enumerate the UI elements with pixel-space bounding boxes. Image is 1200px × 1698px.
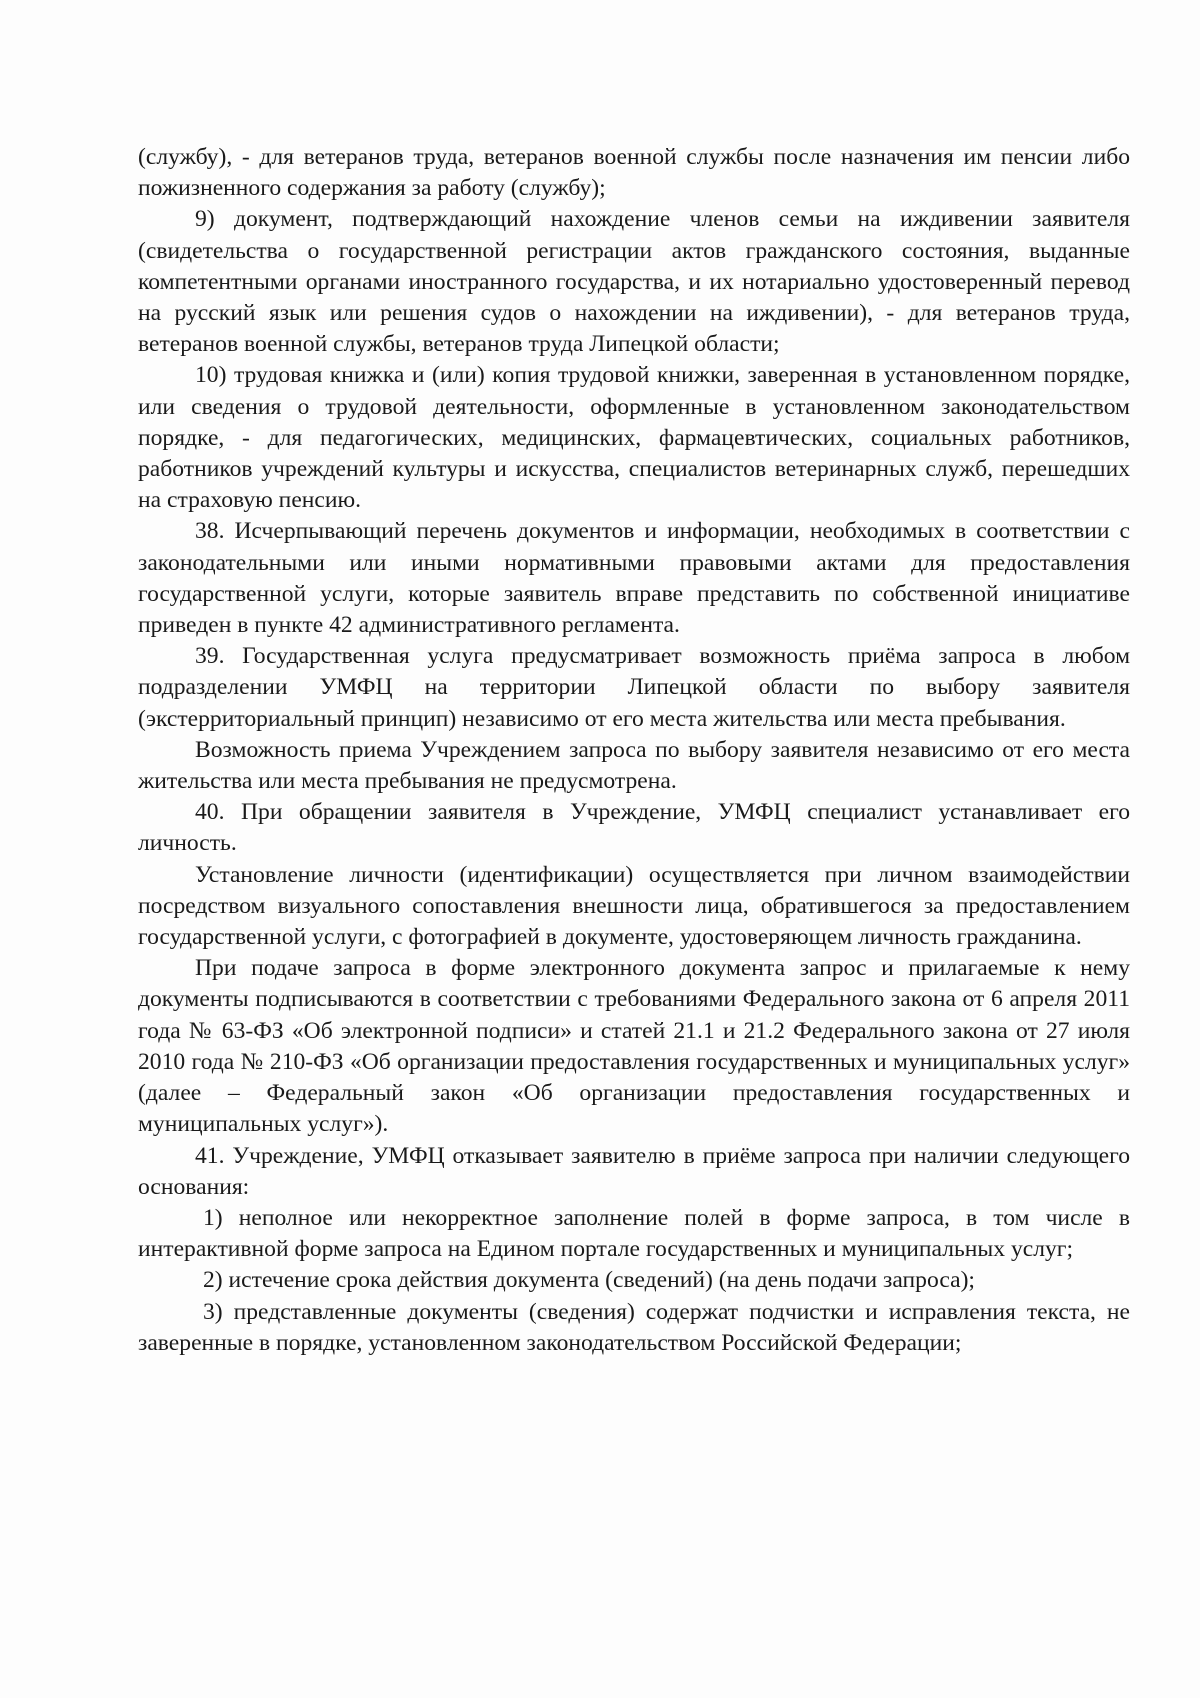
document-body bbox=[138, 142, 1130, 1359]
paragraph-item-10: 10) трудовая книжка и (или) копия трудовой книжки, заверенная в установленном порядке, или сведения о трудовой деятельности, оформленные в установленном законодательством порядке, - для педагогических, медицинских, фармацевтических, социальных работников, работников учреждений культуры и искусства, специалистов ветеринарных служб, перешедших на страховую пенсию. bbox=[138, 362, 1130, 514]
paragraph-continuation: (службу), - для ветеранов труда, ветеранов военной службы после назначения им пенсии либо пожизненного содержания за работу (службу); bbox=[138, 144, 1130, 202]
paragraph-reason-1: 1) неполное или некорректное заполнение полей в форме запроса, в том числе в интерактивной форме запроса на Едином портале государственных и муниципальных услуг; bbox=[138, 1204, 1130, 1263]
paragraph-electronic-signature: При подаче запроса в форме электронного документа запрос и прилагаемые к нему документы подписываются в соответствии с требованиями Федерального закона от 6 апреля 2011 года № 63-ФЗ «Об электронной подписи» и статей 21.1 и 21.2 Федерального закона от 27 июля 2010 года № 210-ФЗ «Об организации предоставления государственных и муниципальных услуг» (далее – Федеральный закон «Об организации предоставления государственных и муниципальных услуг»). bbox=[138, 955, 1130, 1138]
paragraph-clause-39-note: Возможность приема Учреждением запроса по выбору заявителя независимо от его места жительства или места пребывания не предусмотрена. bbox=[138, 736, 1130, 795]
paragraph-clause-40: 40. При обращении заявителя в Учреждение, УМФЦ специалист устанавливает его личность. bbox=[138, 799, 1130, 857]
paragraph-reason-3: 3) представленные документы (сведения) содержат подчистки и исправления текста, не заверенные в порядке, установленном законодательством Российской Федерации; bbox=[138, 1298, 1130, 1356]
paragraph-clause-38: 38. Исчерпывающий перечень документов и информации, необходимых в соответствии с законодательными или иными нормативными правовыми актами для предоставления государственной услуги, которые заявитель вправе представить по собственной инициативе приведен в пункте 42 административного регламента. bbox=[138, 518, 1130, 639]
paragraph-item-9: 9) документ, подтверждающий нахождение членов семьи на иждивении заявителя (свидетельства о государственной регистрации актов гражданского состояния, выданные компетентными органами иностранного государства, и их нотариально удостоверенный перевод на русский язык или решения судов о нахождении на иждивении), - для ветеранов труда, ветеранов военной службы, ветеранов труда Липецкой области; bbox=[138, 206, 1130, 358]
paragraph-reason-2: 2) истечение срока действия документа (сведений) (на день подачи запроса); bbox=[203, 1267, 975, 1294]
paragraph-clause-41: 41. Учреждение, УМФЦ отказывает заявителю в приёме запроса при наличии следующего основания: bbox=[138, 1142, 1130, 1200]
paragraph-clause-39: 39. Государственная услуга предусматривает возможность приёма запроса в любом подразделении УМФЦ на территории Липецкой области по выбору заявителя (экстерриториальный принцип) независимо от его места жительства или места пребывания. bbox=[138, 643, 1130, 732]
paragraph-identification: Установление личности (идентификации) осуществляется при личном взаимодействии посредством визуального сопоставления внешности лица, обратившегося за предоставлением государственной услуги, с фотографией в документе, удостоверяющем личность гражданина. bbox=[138, 861, 1130, 951]
